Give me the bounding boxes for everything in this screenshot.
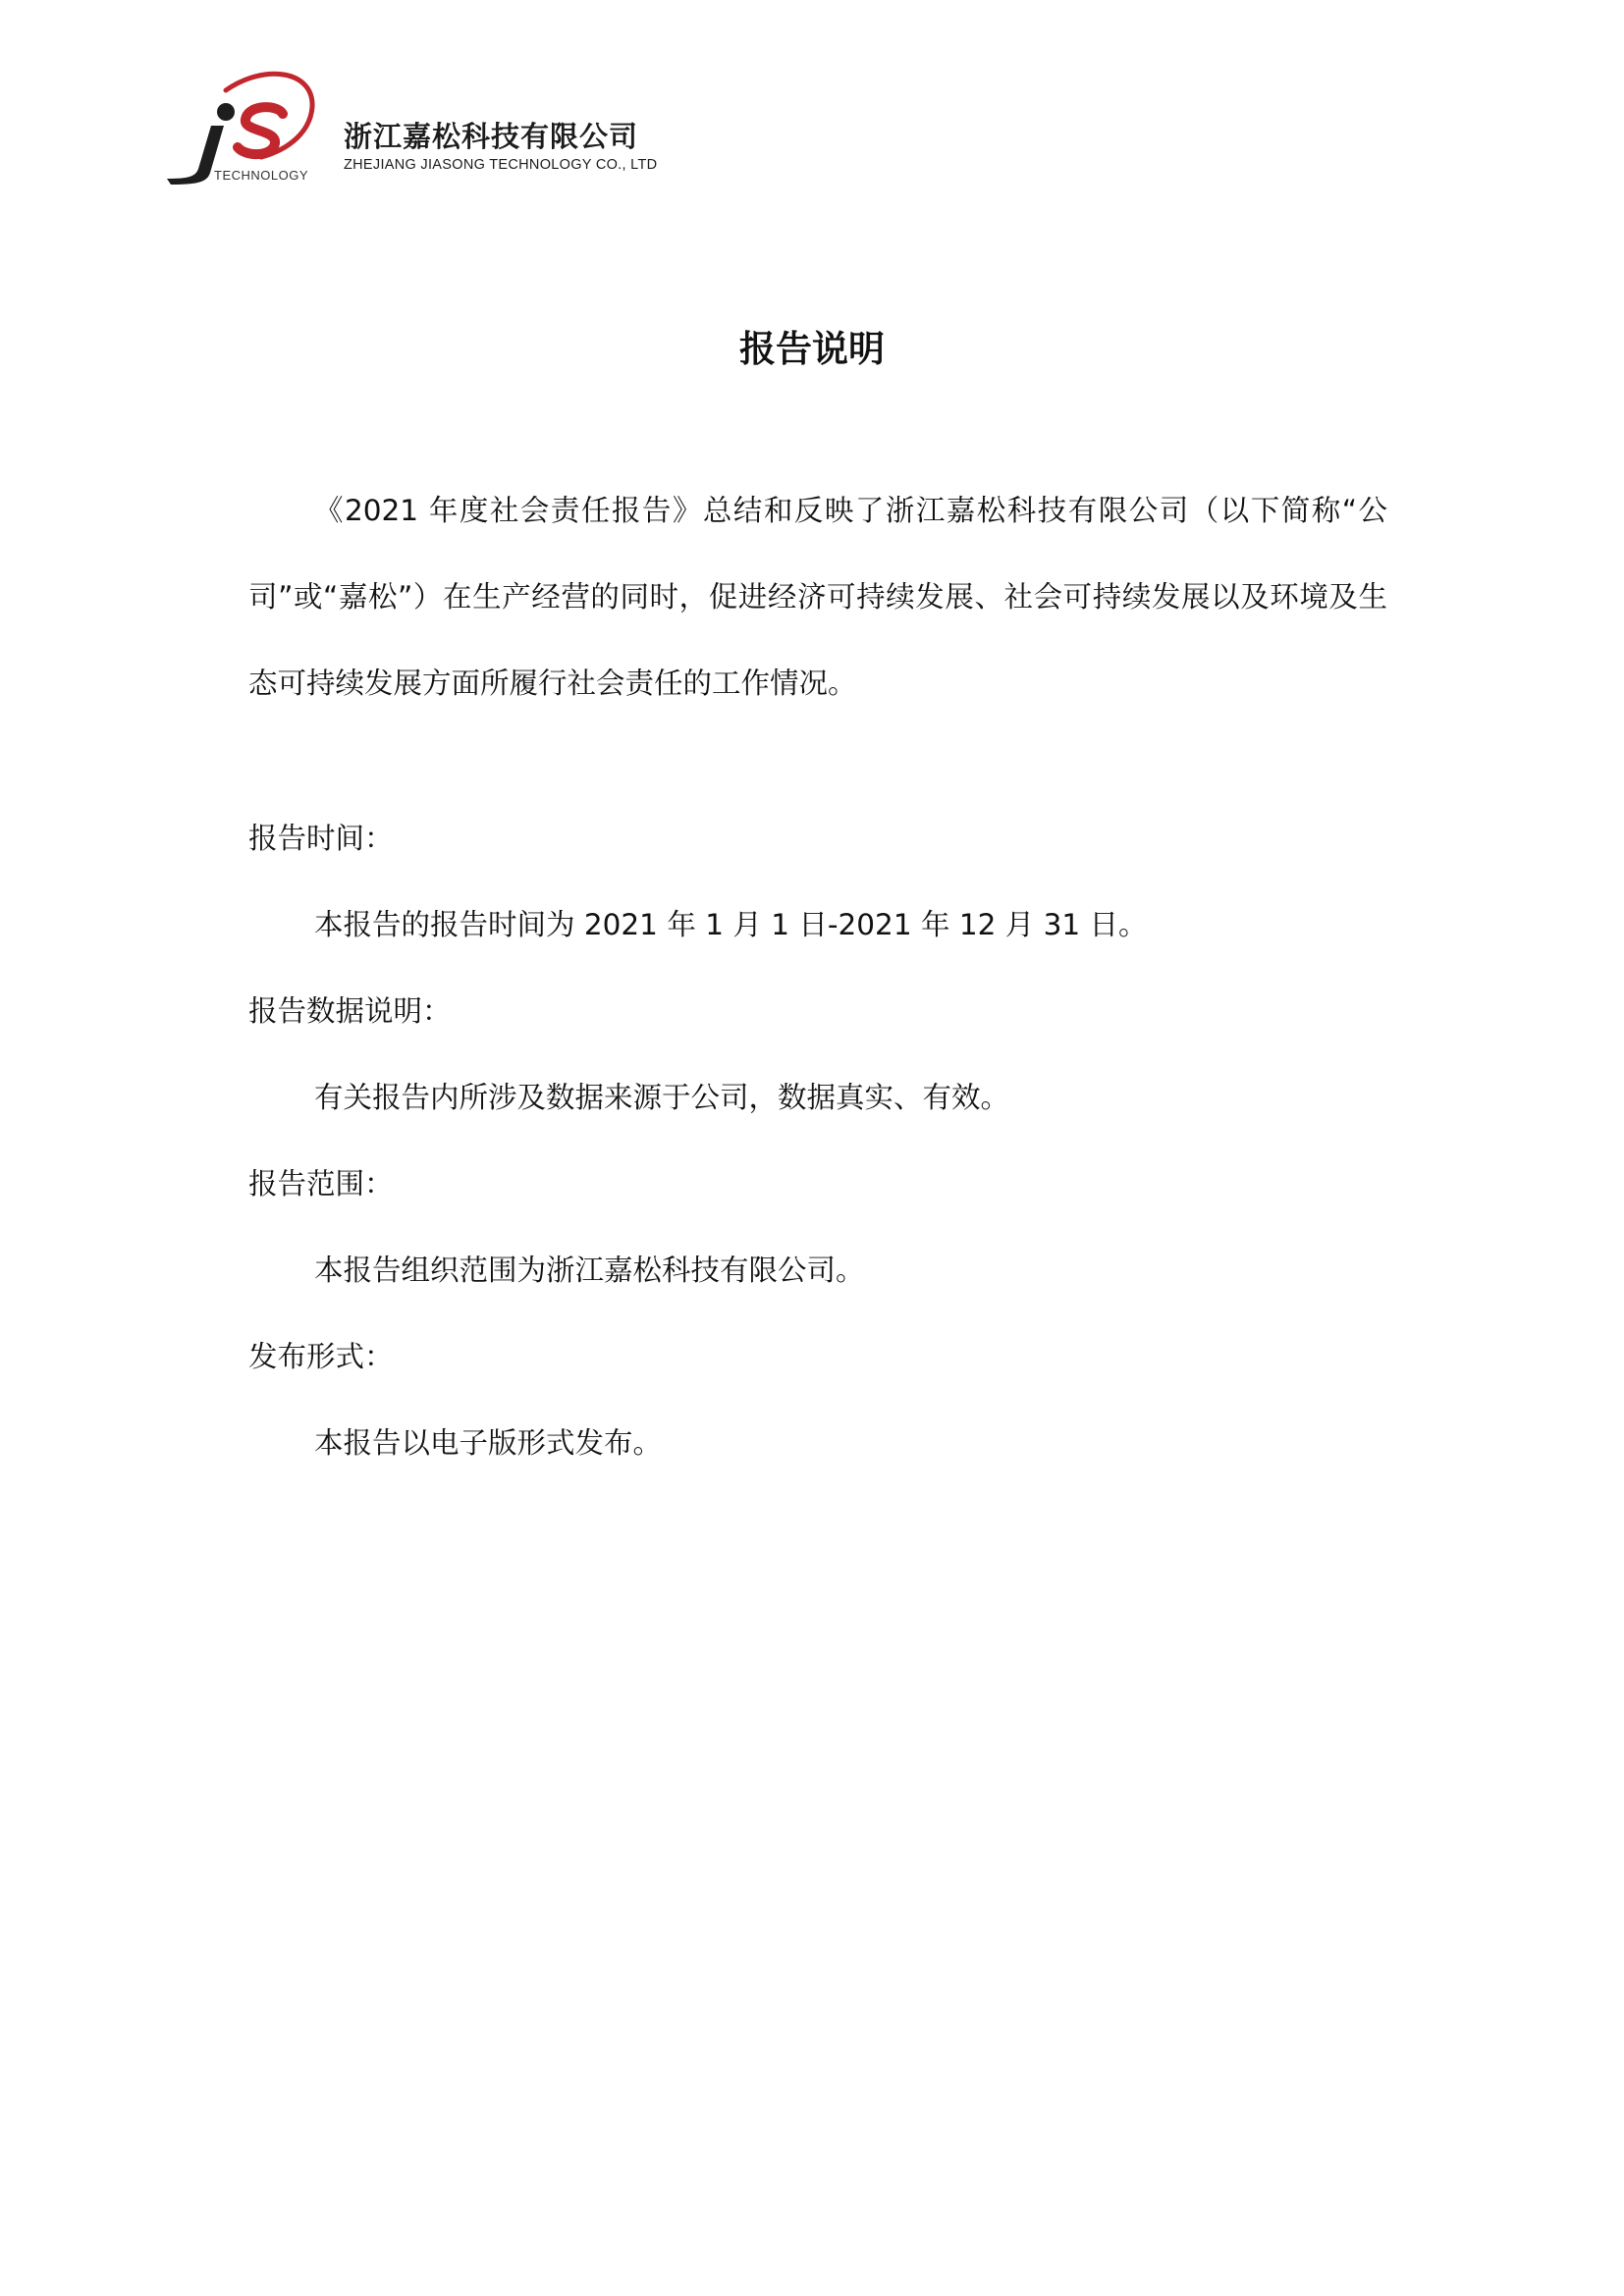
company-name-block xyxy=(344,120,736,173)
section-label-release-format: 发布形式： xyxy=(248,1340,394,1373)
page-header xyxy=(167,63,717,190)
section-label-report-scope: 报告范围： xyxy=(248,1167,394,1201)
company-name-en: ZHEJIANG JIASONG TECHNOLOGY CO., LTD xyxy=(344,157,658,173)
section-label-report-period: 报告时间： xyxy=(248,822,394,855)
document-body xyxy=(248,467,1387,1486)
section-text-report-scope: 本报告组织范围为浙江嘉松科技有限公司。 xyxy=(314,1254,865,1287)
logo-tagline: TECHNOLOGY xyxy=(214,168,309,183)
section-text-release-format: 本报告以电子版形式发布。 xyxy=(314,1426,663,1460)
section-text-report-period: 本报告的报告时间为 2021 年 1 月 1 日-2021 年 12 月 31 日。 xyxy=(314,908,1148,941)
page-title: 报告说明 xyxy=(739,327,885,370)
intro-paragraph: 《2021 年度社会责任报告》总结和反映了浙江嘉松科技有限公司（以下简称“公司”或“嘉松”）在生产经营的同时，促进经济可持续发展、社会可持续发展以及环境及生态可持续发展方面所履行社会责任的工作情况。 xyxy=(248,494,1387,700)
company-name-cn: 浙江嘉松科技有限公司 xyxy=(344,120,639,153)
section-text-data-description: 有关报告内所涉及数据来源于公司，数据真实、有效。 xyxy=(314,1081,1010,1114)
section-label-data-description: 报告数据说明： xyxy=(248,994,452,1028)
report-sections xyxy=(248,795,1387,1486)
